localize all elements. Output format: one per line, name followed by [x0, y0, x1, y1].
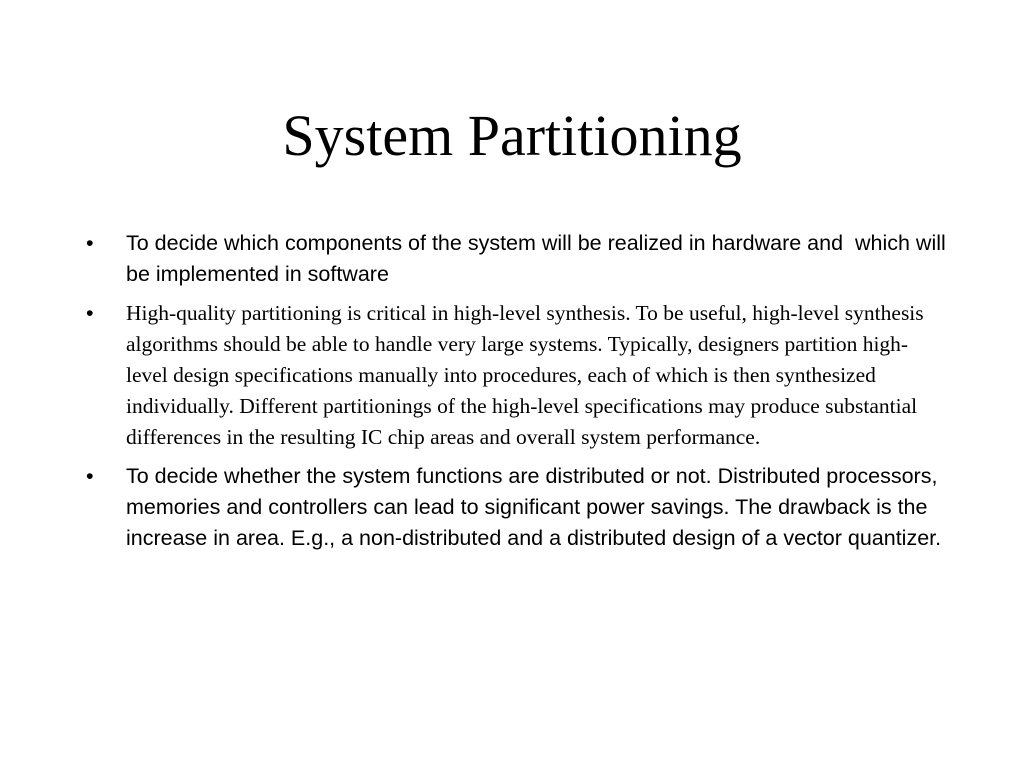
bullet-list — [86, 228, 952, 562]
bullet-item — [86, 461, 946, 554]
bullet-text: To decide whether the system functions are distributed or not. Distributed processors, memories and controllers can lead to significant power savings. The drawback is the increase in area. E.g., a non-distributed and a distributed design of a vector quantizer. — [126, 464, 944, 550]
bullet-icon: • — [86, 301, 94, 325]
slide-title: System Partitioning — [282, 103, 742, 168]
bullet-icon: • — [86, 231, 94, 255]
bullet-icon: • — [86, 464, 94, 488]
bullet-text: High-quality partitioning is critical in high-level synthesis. To be useful, high-level synthesis algorithms should be able to handle very large systems. Typically, designers partition high-level design specifications manually into procedures, each of which is then synthesized individually. Different partitionings of the high-level specifications may produce substantial differences in the resulting IC chip areas and overall system performance. — [126, 301, 930, 449]
bullet-text: To decide which components of the system will be realized in hardware and which will be implemented in software — [126, 231, 952, 286]
bullet-item — [86, 298, 946, 453]
bullet-item — [86, 228, 952, 290]
